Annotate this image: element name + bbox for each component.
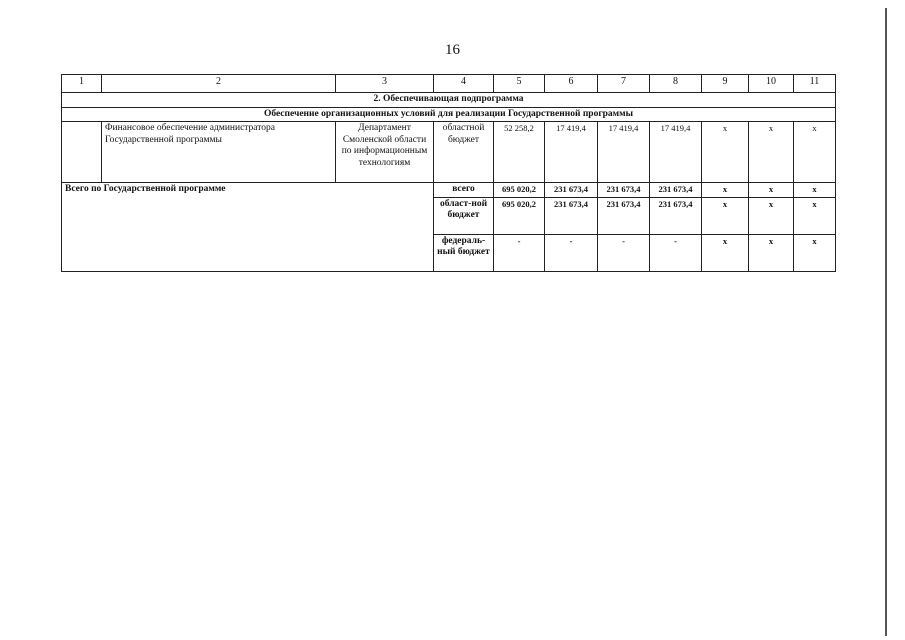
value-cell: -	[494, 234, 545, 271]
total-row	[62, 183, 836, 198]
column-number: 1	[62, 75, 102, 93]
value-cell: х	[794, 122, 836, 183]
value-cell: -	[545, 234, 598, 271]
column-number: 7	[598, 75, 650, 93]
value-cell: 231 673,4	[598, 183, 650, 198]
value-cell: х	[749, 234, 794, 271]
item-name-cell: Финансовое обеспечение администратора Государственной программы	[102, 122, 336, 183]
value-cell: х	[794, 197, 836, 234]
funding-source-cell: федераль-ный бюджет	[434, 234, 494, 271]
budget-table	[61, 74, 836, 272]
column-number-row	[62, 75, 836, 93]
column-number: 10	[749, 75, 794, 93]
page-number: 16	[445, 42, 460, 58]
total-label-cell: Всего по Государственной программе	[62, 183, 434, 272]
funding-source-cell: всего	[434, 183, 494, 198]
value-cell: 17 419,4	[545, 122, 598, 183]
table-row	[62, 122, 836, 183]
value-cell: -	[598, 234, 650, 271]
section-title: 2. Обеспечивающая подпрограмма	[62, 93, 836, 108]
value-cell: 695 020,2	[494, 183, 545, 198]
column-number: 6	[545, 75, 598, 93]
funding-source-cell: областной бюджет	[434, 122, 494, 183]
value-cell: х	[749, 197, 794, 234]
value-cell: 17 419,4	[650, 122, 702, 183]
subsection-title: Обеспечение организационных условий для реализации Государственной программы	[62, 107, 836, 122]
value-cell: х	[749, 183, 794, 198]
value-cell: 231 673,4	[650, 183, 702, 198]
value-cell: х	[749, 122, 794, 183]
column-number: 5	[494, 75, 545, 93]
value-cell: х	[702, 183, 749, 198]
section-row	[62, 93, 836, 108]
column-number: 4	[434, 75, 494, 93]
funding-source-cell: област-ной бюджет	[434, 197, 494, 234]
executor-cell: Департамент Смоленской области по информационным технологиям	[336, 122, 434, 183]
value-cell: 231 673,4	[545, 183, 598, 198]
value-cell: х	[794, 183, 836, 198]
item-number-cell	[62, 122, 102, 183]
value-cell: 231 673,4	[650, 197, 702, 234]
column-number: 2	[102, 75, 336, 93]
value-cell: 231 673,4	[598, 197, 650, 234]
value-cell: х	[794, 234, 836, 271]
column-number: 3	[336, 75, 434, 93]
subsection-row	[62, 107, 836, 122]
value-cell: 17 419,4	[598, 122, 650, 183]
value-cell: х	[702, 234, 749, 271]
column-number: 9	[702, 75, 749, 93]
value-cell: 695 020,2	[494, 197, 545, 234]
value-cell: 231 673,4	[545, 197, 598, 234]
value-cell: -	[650, 234, 702, 271]
value-cell: 52 258,2	[494, 122, 545, 183]
column-number: 11	[794, 75, 836, 93]
column-number: 8	[650, 75, 702, 93]
value-cell: х	[702, 122, 749, 183]
scan-edge-line	[885, 8, 887, 636]
value-cell: х	[702, 197, 749, 234]
